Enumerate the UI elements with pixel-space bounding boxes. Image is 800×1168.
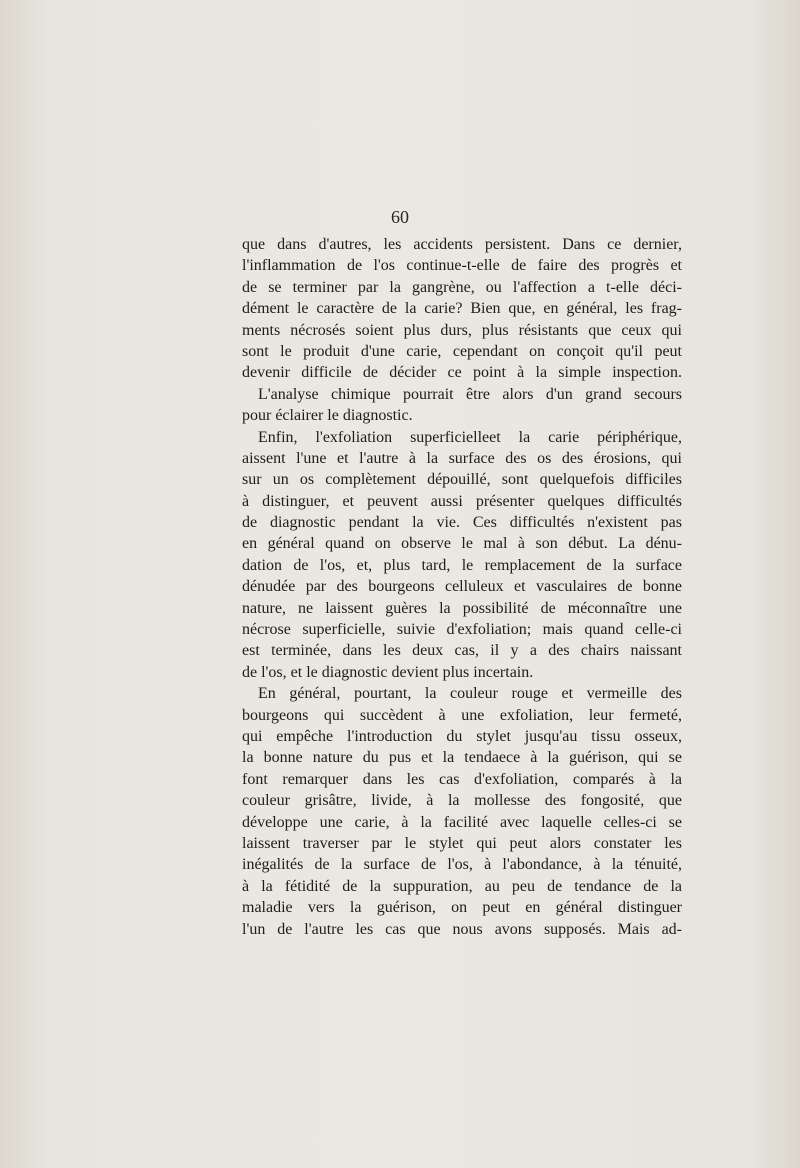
text-line: la bonne nature du pus et la tendaece à la guérison, qui se bbox=[242, 749, 682, 767]
body-text bbox=[242, 234, 682, 940]
text-line: de diagnostic pendant la vie. Ces difficultés n'existent pas bbox=[242, 514, 682, 532]
text-line: inégalités de la surface de l'os, à l'abondance, à la ténuité, bbox=[242, 856, 682, 874]
text-line: sur un os complètement dépouillé, sont quelquefois difficiles bbox=[242, 471, 682, 489]
text-line: bourgeons qui succèdent à une exfoliation, leur fermeté, bbox=[242, 706, 682, 724]
text-line: laissent traverser par le stylet qui peut alors constater les bbox=[242, 834, 682, 852]
text-line: Enfin, l'exfoliation superficielleet la carie périphérique, bbox=[258, 428, 682, 446]
text-line: de se terminer par la gangrène, ou l'affection a t-elle déci- bbox=[242, 278, 682, 296]
text-line: aissent l'une et l'autre à la surface des os des érosions, qui bbox=[242, 449, 682, 467]
text-line: l'inflammation de l'os continue-t-elle de faire des progrès et bbox=[242, 257, 682, 275]
text-line: dément le caractère de la carie? Bien que, en général, les frag- bbox=[242, 300, 682, 318]
text-line: développe une carie, à la facilité avec laquelle celles-ci se bbox=[242, 813, 682, 831]
text-line: en général quand on observe le mal à son début. La dénu- bbox=[242, 535, 682, 553]
text-line: pour éclairer le diagnostic. bbox=[242, 407, 413, 425]
text-line: maladie vers la guérison, on peut en général distinguer bbox=[242, 899, 682, 917]
text-line: qui empêche l'introduction du stylet jusqu'au tissu osseux, bbox=[242, 727, 682, 745]
text-line: couleur grisâtre, livide, à la mollesse des fongosité, que bbox=[242, 792, 682, 810]
text-line: devenir difficile de décider ce point à la simple inspection. bbox=[242, 364, 682, 382]
text-line: font remarquer dans les cas d'exfoliation, comparés à la bbox=[242, 770, 682, 788]
text-line: L'analyse chimique pourrait être alors d'un grand secours bbox=[258, 385, 682, 403]
text-line: nécrose superficielle, suivie d'exfoliation; mais quand celle-ci bbox=[242, 621, 682, 639]
text-line: nature, ne laissent guères la possibilité de méconnaître une bbox=[242, 599, 682, 617]
text-line: à la fétidité de la suppuration, au peu de tendance de la bbox=[242, 877, 682, 895]
page-number: 60 bbox=[391, 207, 409, 227]
text-line: à distinguer, et peuvent aussi présenter quelques difficultés bbox=[242, 492, 682, 510]
text-line: est terminée, dans les deux cas, il y a des chairs naissant bbox=[242, 642, 682, 660]
text-line: ments nécrosés soient plus durs, plus résistants que ceux qui bbox=[242, 321, 682, 339]
text-line: dation de l'os, et, plus tard, le remplacement de la surface bbox=[242, 556, 682, 574]
text-line: de l'os, et le diagnostic devient plus incertain. bbox=[242, 663, 534, 681]
text-line: sont le produit d'une carie, cependant on conçoit qu'il peut bbox=[242, 342, 682, 360]
text-line: que dans d'autres, les accidents persistent. Dans ce dernier, bbox=[242, 236, 682, 253]
text-line: l'un de l'autre les cas que nous avons supposés. Mais ad- bbox=[242, 920, 682, 938]
text-line: En général, pourtant, la couleur rouge et vermeille des bbox=[258, 685, 682, 703]
text-line: dénudée par des bourgeons celluleux et vasculaires de bonne bbox=[242, 578, 682, 596]
